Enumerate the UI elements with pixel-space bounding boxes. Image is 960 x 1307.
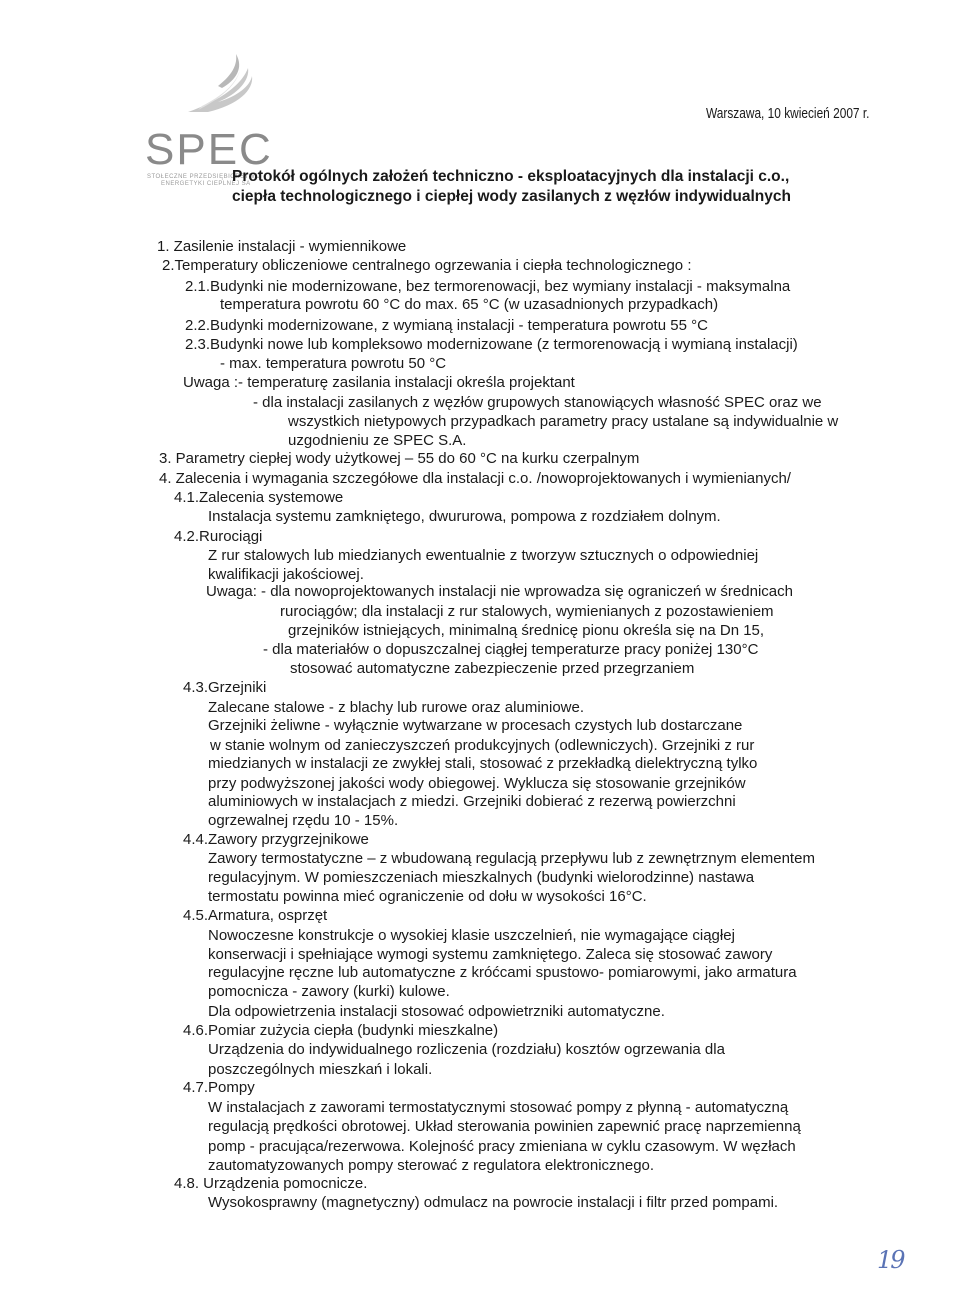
body-line: poszczególnych mieszkań i lokali. [208, 1061, 433, 1078]
body-line: temperatura powrotu 60 °C do max. 65 °C (w uzasadnionych przypadkach) [220, 296, 719, 313]
logo-subline-2: ENERGETYKI CIEPLNEJ SA [161, 181, 251, 187]
body-line: 4.6.Pomiar zużycia ciepła (budynki mieszkalne) [183, 1022, 499, 1039]
body-line: Uwaga :- temperaturę zasilania instalacji określa projektant [183, 374, 575, 391]
body-line: W instalacjach z zaworami termostatycznymi stosować pompy z płynną - automatyczną [208, 1099, 789, 1116]
body-line: 1. Zasilenie instalacji - wymiennikowe [157, 238, 407, 255]
logo-subline-1: STOŁECZNE PRZEDSIĘBIORSTWO [147, 174, 261, 180]
body-line: 4.4.Zawory przygrzejnikowe [183, 831, 369, 848]
body-line: - dla instalacji zasilanych z węzłów grupowych stanowiących własność SPEC oraz we [253, 394, 822, 411]
body-line: pomp - pracująca/rezerwowa. Kolejność pracy zmieniana w cyklu czasowym. W węzłach [208, 1138, 796, 1155]
document-date: Warszawa, 10 kwiecień 2007 r. [706, 106, 870, 122]
body-line: 4.1.Zalecenia systemowe [174, 489, 344, 506]
body-line: regulacyjnym. W pomieszczeniach mieszkalnych (budynki wielorodzinne) nastawa [208, 869, 755, 886]
body-line: Uwaga: - dla nowoprojektowanych instalacji nie wprowadza się ograniczeń w średnicach [206, 583, 793, 600]
body-line: aluminiowych w instalacjach z miedzi. Grzejniki dobierać z rezerwą powierzchni [208, 793, 736, 810]
body-line: Instalacja systemu zamkniętego, dwururowa, pompowa z rozdziałem dolnym. [208, 508, 721, 525]
body-line: regulacją prędkości obrotowej. Układ sterowania powinien zapewnić pracę naprzemienną [208, 1118, 801, 1135]
body-line: termostatu powinna mieć ograniczenie od dołu w wysokości 16°C. [208, 888, 647, 905]
body-line: Z rur stalowych lub miedzianych ewentualnie z tworzyw sztucznych o odpowiedniej [208, 547, 759, 564]
body-line: - dla materiałów o dopuszczalnej ciągłej temperaturze pracy poniżej 130°C [263, 641, 759, 658]
body-line: 4.3.Grzejniki [183, 679, 267, 696]
body-line: 4.5.Armatura, osprzęt [183, 907, 328, 924]
body-line: 2.3.Budynki nowe lub kompleksowo modernizowane (z termorenowacją i wymianą instalacji) [185, 336, 798, 353]
body-line: rurociągów; dla instalacji z rur stalowych, wymienianych z pozostawieniem [280, 603, 774, 620]
document-title [232, 167, 852, 207]
body-line: regulacyjne ręczne lub automatyczne z króćcami spustowo- pomiarowymi, jako armatura [208, 964, 797, 981]
body-line: 4.2.Rurociągi [174, 528, 263, 545]
body-line: konserwacji i spełniające wymogi systemu zamkniętego. Zaleca się stosować zawory [208, 946, 773, 963]
body-line: wszystkich nietypowych przypadkach parametry pracy ustalane są indywidualnie w [288, 413, 839, 430]
flame-logo-icon [178, 50, 258, 120]
body-line: 4.7.Pompy [183, 1079, 255, 1096]
body-line: Zawory termostatyczne – z wbudowaną regulacją przepływu lub z zewnętrznym elementem [208, 850, 815, 867]
body-line: pomocnicza - zawory (kurki) kulowe. [208, 983, 450, 1000]
title-line-1: Protokół ogólnych założeń techniczno - eksploatacyjnych dla instalacji c.o., [232, 168, 790, 185]
body-line: 3. Parametry ciepłej wody użytkowej – 55 do 60 °C na kurku czerpalnym [159, 450, 640, 467]
body-line: 2.2.Budynki modernizowane, z wymianą instalacji - temperatura powrotu 55 °C [185, 317, 708, 334]
body-line: ogrzewalnej rzędu 10 - 15%. [208, 812, 399, 829]
body-line: Nowoczesne konstrukcje o wysokiej klasie uszczelnień, nie wymagające ciągłej [208, 927, 735, 944]
body-line: miedzianych w instalacji ze zwykłej stali, stosować z przekładką dielektryczną tylko [208, 755, 758, 772]
body-line: przy podwyższonej jakości wody obiegowej. Wyklucza się stosowanie grzejników [208, 775, 746, 792]
body-line: w stanie wolnym od zanieczyszczeń produkcyjnych (odlewniczych). Grzejniki z rur [210, 737, 755, 754]
body-line: 4.8. Urządzenia pomocnicze. [174, 1175, 368, 1192]
body-line: - max. temperatura powrotu 50 °C [220, 355, 447, 372]
body-line: Urządzenia do indywidualnego rozliczenia (rozdziału) kosztów ogrzewania dla [208, 1041, 725, 1058]
body-line: 2.Temperatury obliczeniowe centralnego ogrzewania i ciepła technologicznego : [162, 257, 692, 274]
logo-wordmark: SPEC [145, 125, 273, 174]
body-line: zautomatyzowanych pompy sterować z regulatora elektronicznego. [208, 1157, 655, 1174]
body-line: 4. Zalecenia i wymagania szczegółowe dla instalacji c.o. /nowoprojektowanych i wymienianych/ [159, 470, 791, 487]
body-line: stosować automatyczne zabezpieczenie przed przegrzaniem [290, 660, 695, 677]
handwritten-page-number: 19 [877, 1246, 904, 1274]
body-line: uzgodnieniu ze SPEC S.A. [288, 432, 467, 449]
body-line: Wysokosprawny (magnetyczny) odmulacz na powrocie instalacji i filtr przed pompami. [208, 1194, 779, 1211]
title-line-2: ciepła technologicznego i ciepłej wody zasilanych z węzłów indywidualnych [232, 188, 791, 205]
body-line: Zalecane stalowe - z blachy lub rurowe oraz aluminiowe. [208, 699, 585, 716]
body-line: Grzejniki żeliwne - wyłącznie wytwarzane w procesach czystych lub dostarczane [208, 717, 743, 734]
body-line: Dla odpowietrzenia instalacji stosować odpowietrzniki automatyczne. [208, 1003, 665, 1020]
body-line: kwalifikacji jakościowej. [208, 566, 364, 583]
body-line: 2.1.Budynki nie modernizowane, bez termorenowacji, bez wymiany instalacji - maksymalna [185, 278, 791, 295]
body-line: grzejników istniejących, minimalną średnicę pionu określa się na Dn 15, [288, 622, 765, 639]
